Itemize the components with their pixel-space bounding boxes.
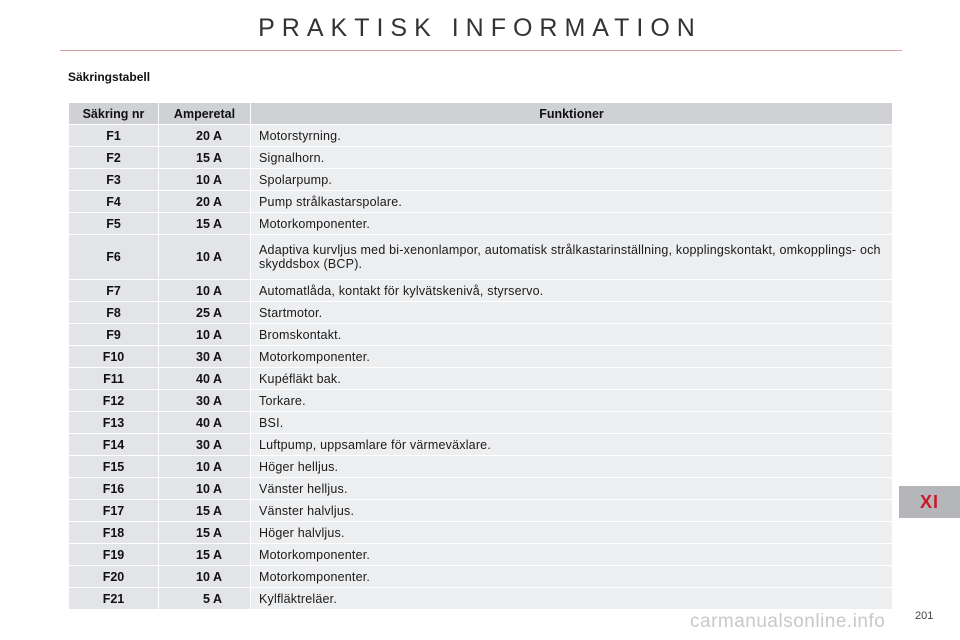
function-cell: Adaptiva kurvljus med bi-xenonlampor, automatisk strålkastarinställning, kopplingskontakt, omkopplings- och skyddsbox (BCP). — [251, 235, 893, 280]
amperage-cell: 15 A — [159, 500, 251, 522]
table-row — [69, 169, 893, 191]
fuse-number-cell: F19 — [69, 544, 159, 566]
fuse-number-cell: F14 — [69, 434, 159, 456]
amperage-cell: 15 A — [159, 213, 251, 235]
amperage-cell: 25 A — [159, 302, 251, 324]
function-cell: Motorkomponenter. — [251, 213, 893, 235]
table-row — [69, 500, 893, 522]
table-row — [69, 235, 893, 280]
amperage-cell: 10 A — [159, 566, 251, 588]
table-row — [69, 147, 893, 169]
fuse-table-body — [69, 125, 893, 610]
table-header-row — [69, 103, 893, 125]
table-row — [69, 412, 893, 434]
fuse-number-cell: F16 — [69, 478, 159, 500]
amperage-cell: 10 A — [159, 280, 251, 302]
amperage-cell: 15 A — [159, 147, 251, 169]
chapter-tab[interactable] — [899, 486, 960, 518]
fuse-number-cell: F1 — [69, 125, 159, 147]
function-cell: Bromskontakt. — [251, 324, 893, 346]
fuse-number-cell: F4 — [69, 191, 159, 213]
page-title: PRAKTISK INFORMATION — [258, 14, 702, 42]
table-row — [69, 434, 893, 456]
fuse-number-cell: F17 — [69, 500, 159, 522]
function-cell: Signalhorn. — [251, 147, 893, 169]
function-cell: Pump strålkastarspolare. — [251, 191, 893, 213]
table-row — [69, 302, 893, 324]
table-row — [69, 213, 893, 235]
amperage-cell: 10 A — [159, 456, 251, 478]
fuse-number-cell: F8 — [69, 302, 159, 324]
fuse-number-cell: F18 — [69, 522, 159, 544]
function-cell: Vänster helljus. — [251, 478, 893, 500]
fuse-number-cell: F2 — [69, 147, 159, 169]
fuse-number-cell: F5 — [69, 213, 159, 235]
amperage-cell: 10 A — [159, 235, 251, 280]
function-cell: BSI. — [251, 412, 893, 434]
amperage-cell: 20 A — [159, 191, 251, 213]
amperage-cell: 10 A — [159, 324, 251, 346]
function-cell: Höger halvljus. — [251, 522, 893, 544]
table-row — [69, 478, 893, 500]
watermark: carmanualsonline.info — [690, 611, 886, 632]
fuse-number-cell: F3 — [69, 169, 159, 191]
fuse-number-cell: F15 — [69, 456, 159, 478]
table-row — [69, 324, 893, 346]
table-row — [69, 588, 893, 610]
column-header-amperage: Amperetal — [159, 103, 251, 125]
title-divider — [60, 50, 902, 51]
table-row — [69, 522, 893, 544]
table-row — [69, 280, 893, 302]
function-cell: Höger helljus. — [251, 456, 893, 478]
function-cell: Motorkomponenter. — [251, 346, 893, 368]
fuse-table — [68, 102, 893, 610]
amperage-cell: 5 A — [159, 588, 251, 610]
table-row — [69, 346, 893, 368]
function-cell: Vänster halvljus. — [251, 500, 893, 522]
function-cell: Motorkomponenter. — [251, 544, 893, 566]
fuse-number-cell: F13 — [69, 412, 159, 434]
fuse-number-cell: F6 — [69, 235, 159, 280]
function-cell: Kupéfläkt bak. — [251, 368, 893, 390]
table-row — [69, 125, 893, 147]
table-row — [69, 544, 893, 566]
amperage-cell: 15 A — [159, 522, 251, 544]
column-header-functions: Funktioner — [251, 103, 893, 125]
amperage-cell: 30 A — [159, 434, 251, 456]
amperage-cell: 40 A — [159, 412, 251, 434]
fuse-number-cell: F10 — [69, 346, 159, 368]
function-cell: Torkare. — [251, 390, 893, 412]
function-cell: Spolarpump. — [251, 169, 893, 191]
chapter-label: XI — [919, 491, 939, 512]
function-cell: Kylfläktreläer. — [251, 588, 893, 610]
amperage-cell: 15 A — [159, 544, 251, 566]
fuse-number-cell: F21 — [69, 588, 159, 610]
table-row — [69, 368, 893, 390]
function-cell: Startmotor. — [251, 302, 893, 324]
amperage-cell: 30 A — [159, 346, 251, 368]
fuse-number-cell: F7 — [69, 280, 159, 302]
amperage-cell: 20 A — [159, 125, 251, 147]
fuse-number-cell: F12 — [69, 390, 159, 412]
amperage-cell: 30 A — [159, 390, 251, 412]
table-row — [69, 456, 893, 478]
section-title: Säkringstabell — [68, 70, 151, 84]
table-row — [69, 191, 893, 213]
amperage-cell: 10 A — [159, 169, 251, 191]
function-cell: Automatlåda, kontakt för kylvätskenivå, styrservo. — [251, 280, 893, 302]
function-cell: Motorstyrning. — [251, 125, 893, 147]
table-row — [69, 390, 893, 412]
table-row — [69, 566, 893, 588]
function-cell: Luftpump, uppsamlare för värmeväxlare. — [251, 434, 893, 456]
fuse-number-cell: F9 — [69, 324, 159, 346]
fuse-number-cell: F20 — [69, 566, 159, 588]
amperage-cell: 40 A — [159, 368, 251, 390]
column-header-fuse-number: Säkring nr — [69, 103, 159, 125]
page-number: 201 — [915, 610, 934, 622]
fuse-number-cell: F11 — [69, 368, 159, 390]
function-cell: Motorkomponenter. — [251, 566, 893, 588]
amperage-cell: 10 A — [159, 478, 251, 500]
